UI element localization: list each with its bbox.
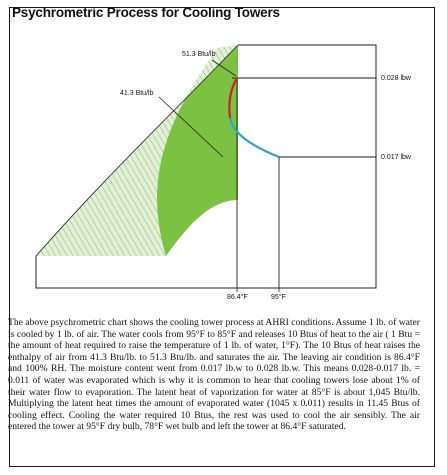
label-enthalpy-low: 41.3 Btu/lb xyxy=(120,90,154,97)
label-humidity-high: 0.028 lbw xyxy=(381,75,411,82)
label-enthalpy-high: 51.3 Btu/lb xyxy=(182,51,216,58)
chart-title: Psychrometric Process for Cooling Towers xyxy=(12,5,280,20)
label-temp-leaving: 86.4°F xyxy=(227,294,248,301)
label-temp-entering: 95°F xyxy=(271,294,286,301)
explanation-paragraph: The above psychrometric chart shows the cooling tower process at AHRI conditions. Assume 1 lb. of water is cooled by 1 lb. of air. The water cools from 95°F to 85°F and releases 10 Btus of heat to the air ( 1 Btu = the amount of heat required to raise the temperature of 1 lb. of water, 1°F). The 10 Btus of heat raises the enthalpy of air from 41.3 Btu/lb. to 51.3 Btu/lb. and saturates the air. The leaving air condition is 86.4°F and 100% RH. The moisture content went from 0.017 lb.w to 0.028 lb.w. This means 0.028-0.017 lb. = 0.011 of water was evaporated which is why it is common to hear that cooling towers lose about 1% of their water flow to evaporation. The latent heat of vaporization for water at 85°F is about 1,045 Btu/lb. Multiplying the latent heat times the amount of evaporated water (1045 x 0.011) results in 11.45 Btus of cooling effect. Cooling the water required 10 Btus, the rest was used to cool the air sensibly. The air entered the tower at 95°F dry bulb, 78°F wet bulb and left the tower at 86.4°F saturated. xyxy=(8,317,420,433)
label-humidity-low: 0.017 lbw xyxy=(381,154,411,161)
